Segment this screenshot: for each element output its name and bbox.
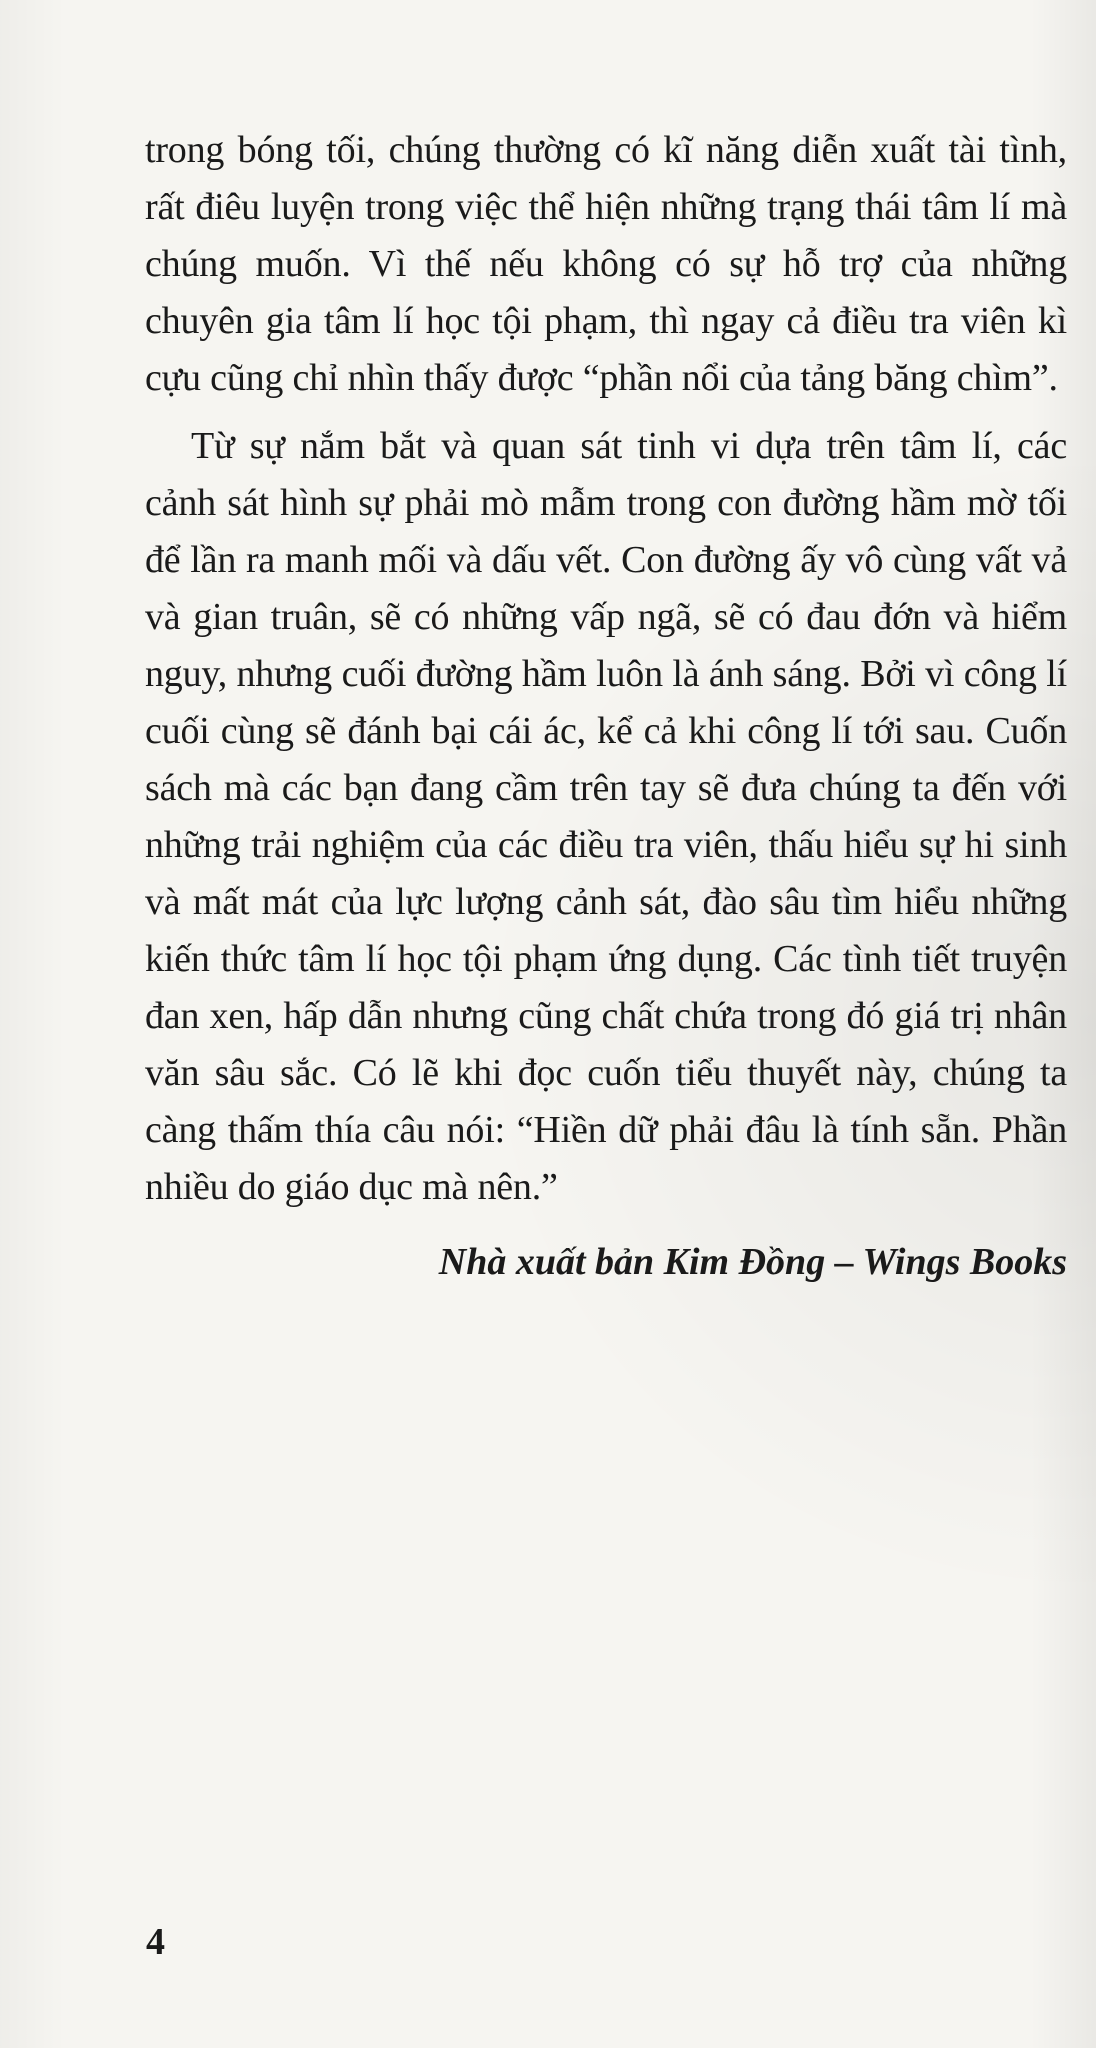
paragraph-2: Từ sự nắm bắt và quan sát tinh vi dựa trên tâm lí, các cảnh sát hình sự phải mò mẫm trong con đường hầm mờ tối để lần ra manh mối và dấu vết. Con đường ấy vô cùng vất vả và gian truân, sẽ có những vấp ngã, sẽ có đau đớn và hiểm nguy, nhưng cuối đường hầm luôn là ánh sáng. Bởi vì công lí cuối cùng sẽ đánh bại cái ác, kể cả khi công lí tới sau. Cuốn sách mà các bạn đang cầm trên tay sẽ đưa chúng ta đến với những trải nghiệm của các điều tra viên, thấu hiểu sự hi sinh và mất mát của lực lượng cảnh sát, đào sâu tìm hiểu những kiến thức tâm lí học tội phạm ứng dụng. Các tình tiết truyện đan xen, hấp dẫn nhưng cũng chất chứa trong đó giá trị nhân văn sâu sắc. Có lẽ khi đọc cuốn tiểu thuyết này, chúng ta càng thấm thía câu nói: “Hiền dữ phải đâu là tính sẵn. Phần nhiều do giáo dục mà nên.” [145, 425, 1067, 1208]
publisher-signature: Nhà xuất bản Kim Đồng – Wings Books [438, 1241, 1067, 1283]
paragraph-1: trong bóng tối, chúng thường có kĩ năng diễn xuất tài tình, rất điêu luyện trong việc thể hiện những trạng thái tâm lí mà chúng muốn. Vì thế nếu không có sự hỗ trợ của những chuyên gia tâm lí học tội phạm, thì ngay cả điều tra viên kì cựu cũng chỉ nhìn thấy được “phần nổi của tảng băng chìm”. [145, 129, 1067, 399]
page-number: 4 [146, 1921, 165, 1963]
page-content [145, 122, 1067, 1291]
